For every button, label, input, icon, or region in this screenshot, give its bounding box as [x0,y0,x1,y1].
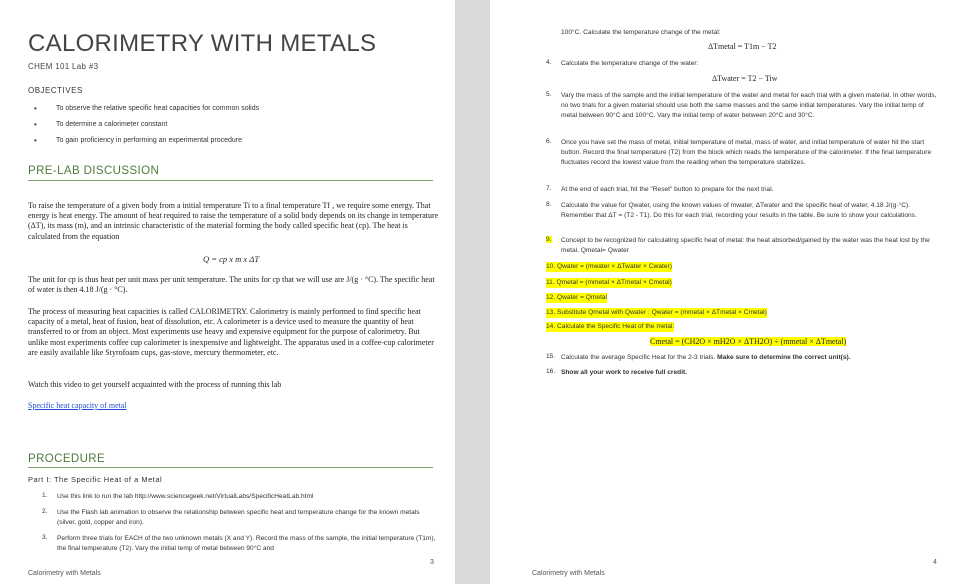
objective-item: • To gain proficiency in performing an experimental procedure [38,137,242,144]
step-number: 1. [42,492,48,499]
page-3 [0,0,455,584]
procedure-step: Use this link to run the lab http://www.sciencegeek.net/VirtualLabs/SpecificHeatLab.html [57,493,314,500]
procedure-step: Once you have set the mass of metal, initial temperature of metal, mass of water, and initial temperature of water hit the start button. Record the final temperature (T2) from the block which reads the temperature of the calorimeter. If the final temperature fluctuates record the lowest value from the reading when the temperature stabilizes. [561,139,932,167]
procedure-step: Calculate the temperature change of the water: [561,60,699,67]
page-footer: Calorimetry with Metals [28,570,101,577]
step-number: 3. [42,534,48,541]
step-number: 6. [546,138,552,145]
procedure-step: Use the Flash lab animation to observe the relationship between specific heat and temperature change for the known metals (silver, gold, copper and iron). [57,509,420,527]
water-temp-change-equation: ΔTwater = T2 − Tiw [712,74,778,83]
step-3-continued: 100°C. Calculate the temperature change of the metal: [561,29,721,36]
step-number: 4. [546,59,552,66]
prelab-paragraph-3: The process of measuring heat capacities is called CALORIMETRY. Calorimetry is mainly performed to find specific heat capacity of a metal, heat of fusion, heat of dissolution, etc. A calorimeter is a device used to measure the quantity of heat transferred to or from an object. Most experiments use heavy and expensive equipment for the purpose of calorimetry. But unlike most experiments coffee cup calorimeter is inexpensive and lightweight. The apparatus used in a coffee-cup calorimeter are easily available like Styrofoam cups, gas-stove, mercury thermometer, etc. [28,307,434,357]
prelab-heading: PRE-LAB DISCUSSION [28,165,160,177]
prelab-paragraph-4: Watch this video to get yourself acquainted with the process of running this lab [28,380,282,389]
page-4 [490,0,963,584]
course-lab-label: CHEM 101 Lab #3 [28,62,99,71]
page-number: 4 [933,559,937,566]
highlighted-equation: 10. Qwater = (mwater × ΔTwater × Cwater) [546,262,672,272]
procedure-step: Calculate the value for Qwater, using the known values of mwater, ΔTwater and the specific heat of water, 4.18 J/(g·°C). Remember that ΔT = (T2 - T1). Do this for each trial, recording your results in the table. Be sure to show your calculations. [561,202,917,220]
heat-equation: Q = cp x m x ΔT [203,254,260,264]
section-divider [28,180,433,181]
step-number: 2. [42,508,48,515]
procedure-step: Vary the mass of the sample and the initial temperature of the water and metal for each trial with a given material. In other words, no two trials for a given material should use both the same masses and the same initial temperatures. Vary the initial temp of metal between 90°C and 100°C. Vary the initial temp of water between 20°C and 30°C. [561,92,937,120]
objective-item: • To observe the relative specific heat capacities for common solids [38,105,259,112]
prelab-paragraph-2: The unit for cp is thus heat per unit mass per unit temperature. The units for cp that we will use are J/(g · °C). The specific heat of water is then 4.18 J/(g · °C). [28,275,435,295]
objective-item: • To determine a calorimeter constant [38,121,167,128]
step-number: 8. [546,201,552,208]
step-number: 16. [546,368,556,375]
page-number: 3 [430,559,434,566]
video-link[interactable]: Specific heat capacity of metal [28,401,127,410]
procedure-heading: PROCEDURE [28,453,106,465]
procedure-step-highlighted: Concept to be recognized for calculating specific heat of metal: the heat absorbed/gained by the water was the heat lost by the metal. Qmetal= Qwater [561,237,930,255]
metal-temp-change-equation: ΔTmetal = T1m − T2 [708,42,777,51]
highlighted-equation: 11. Qmetal = (mmetal × ΔTmetal × Cmetal) [546,278,672,288]
procedure-step: Perform three trials for EACH of the two unknown metals (X and Y). Record the mass of the sample, the initial temperature (T1m), the final temperature (T2). Vary the initial temp of metal between 90°C and [57,535,436,553]
procedure-step: Calculate the average Specific Heat for the 2-3 trials. Make sure to determine the correct unit(s). [561,354,851,361]
document-title: CALORIMETRY WITH METALS [28,30,377,57]
page-footer: Calorimetry with Metals [532,570,605,577]
objectives-heading: OBJECTIVES [28,86,83,95]
step-number: 7. [546,185,552,192]
highlighted-step: 14. Calculate the Specific Heat of the metal: [546,322,674,332]
procedure-step: At the end of each trial, hit the "Reset" button to prepare for the next trial. [561,186,774,193]
prelab-paragraph-1: To raise the temperature of a given body from a initial temperature Ti to a final temperature Tf , we require some energy. That energy is heat energy. The amount of heat required to raise the temperature of a solid body depends on its change in temperature (ΔT), its mass (m), and an intrinsic characteristic of the material forming the body called specific heat (cp). The heat is calculated from the equation [28,201,439,241]
step-number: 5. [546,91,552,98]
highlighted-equation: 13. Substitute Qmetal with Qwater : Qwater = (mmetal × ΔTmetal × Cmetal) [546,308,767,318]
step-number: 15. [546,353,556,360]
step-number: 9. [546,236,552,243]
procedure-step: Show all your work to receive full credit. [561,369,688,376]
specific-heat-equation: Cmetal = (CH2O × mH2O × ΔTH2O) ÷ (mmetal × ΔTmetal) [650,337,847,346]
highlighted-equation: 12. Qwater = Qmetal [546,293,607,303]
part-heading: Part I: The Specific Heat of a Metal [28,475,163,484]
section-divider [28,467,433,468]
